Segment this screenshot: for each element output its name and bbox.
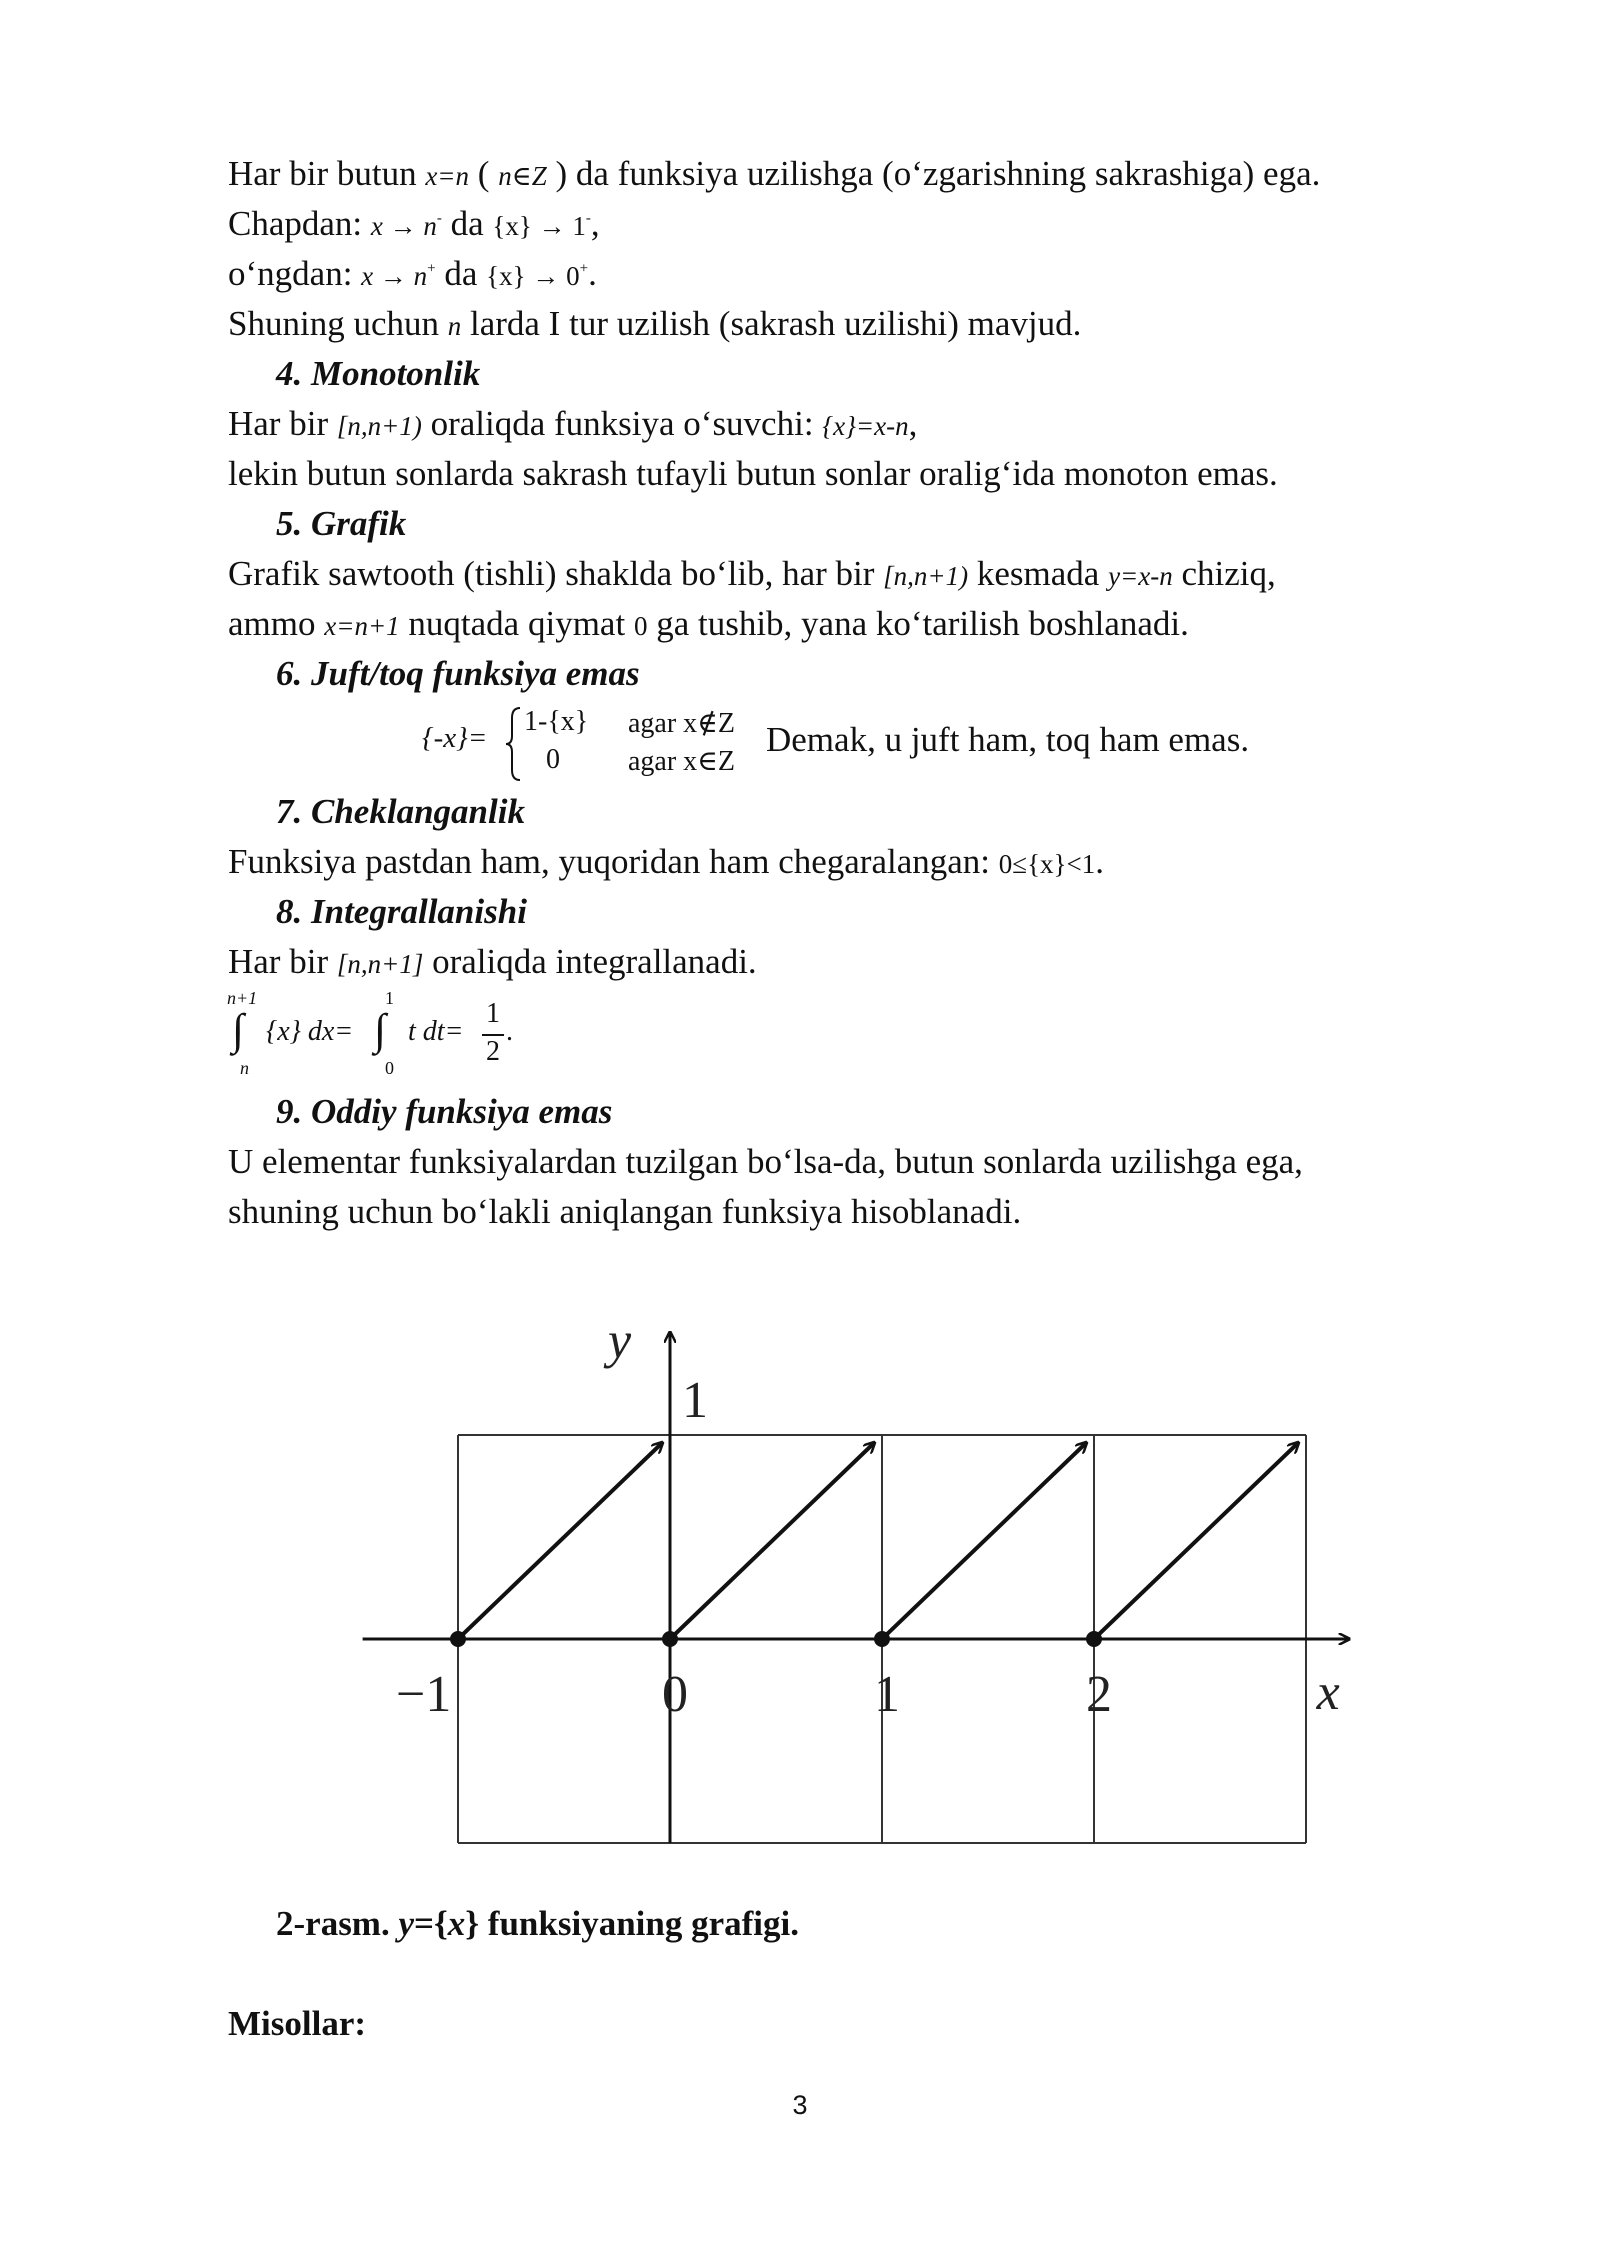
text: Har bir butun (228, 154, 426, 193)
text: . (1095, 842, 1104, 881)
text: nuqtada qiymat (399, 604, 634, 643)
y-tick-label: 1 (682, 1372, 708, 1429)
text: . (588, 254, 597, 293)
fraction-denominator: 2 (486, 1036, 500, 1067)
integral-body: {x} dx= (266, 1016, 354, 1047)
caption-text: 2-rasm. (276, 1904, 399, 1943)
section-heading-5: 5. Grafik (276, 504, 407, 543)
section-heading-6: 6. Juft/toq funksiya emas (276, 654, 640, 693)
sawtooth-segment (458, 1443, 662, 1639)
sawtooth-segment (1094, 1443, 1298, 1639)
figure-caption (276, 1902, 799, 1946)
caption-text: x (447, 1904, 466, 1943)
text: o‘ngdan: (228, 254, 362, 293)
x-axis-label: x (1316, 1664, 1340, 1721)
math: x → n (370, 211, 437, 241)
text-line-5 (228, 402, 917, 448)
text-line-9 (228, 840, 1104, 886)
text: Har bir (228, 404, 337, 443)
fraction-numerator: 1 (486, 998, 500, 1029)
case-conclusion: Demak, u juft ham, toq ham emas. (766, 720, 1250, 759)
text: , (908, 404, 918, 443)
text-line-6: lekin butun sonlarda sakrash tufayli butun sonlar oralig‘ida monoton emas. (228, 454, 1278, 493)
text: ammo (228, 604, 325, 643)
text: oraliqda funksiya o‘suvchi: (421, 404, 823, 443)
math: y=x-n (1108, 561, 1173, 591)
text: , (590, 204, 600, 243)
segment-start-point (450, 1631, 466, 1647)
case2-value: 0 (546, 744, 560, 775)
math: [n,n+1) (336, 411, 422, 441)
sawtooth-segment (670, 1443, 874, 1639)
x-tick-label: −1 (396, 1666, 452, 1723)
integral-lower-limit: n (240, 1058, 249, 1078)
text-line-10 (228, 940, 757, 986)
text: ( (469, 154, 499, 193)
page-number: 3 (792, 2090, 808, 2120)
math: x=n (425, 161, 470, 191)
text: Shuning uchun (228, 304, 448, 343)
math: 0≤{x}<1 (998, 849, 1096, 879)
section-heading-9: 9. Oddiy funksiya emas (276, 1092, 613, 1131)
text-line-11: U elementar funksiyalardan tuzilgan bo‘lsa-da, butun sonlarda uzilishga ega, (228, 1142, 1303, 1181)
integral-upper-limit: 1 (385, 988, 394, 1008)
math: {x} → 0 (486, 261, 580, 291)
integral-body: t dt= (408, 1016, 464, 1047)
integral-sign: ∫ (232, 1005, 245, 1054)
math: x → n (361, 261, 428, 291)
section-heading-4: 4. Monotonlik (276, 354, 481, 393)
text: Har bir (228, 942, 337, 981)
text: da (435, 254, 487, 293)
segment-start-point (1086, 1631, 1102, 1647)
text: Chapdan: (228, 204, 371, 243)
case1-value: 1-{x} (524, 706, 589, 737)
integral-upper-limit: n+1 (227, 988, 258, 1008)
math: x=n+1 (324, 611, 400, 641)
integral-lower-limit: 0 (385, 1058, 394, 1078)
caption-text: } funksiyaning grafigi. (465, 1904, 799, 1943)
case1-condition: agar x∉Z (628, 708, 736, 739)
text-line-1 (228, 152, 1320, 198)
text-line-2: Chapdan: x → n- da {x} → 1-, (228, 204, 600, 243)
y-axis-label: y (608, 1312, 632, 1370)
section-heading-8: 8. Integrallanishi (276, 892, 527, 931)
text: larda I tur uzilish (sakrash uzilishi) mavjud. (461, 304, 1082, 343)
text-line-4 (228, 302, 1081, 348)
text: ) da funksiya uzilishga (o‘zgarishning sakrashiga) ega. (546, 154, 1321, 193)
text-line-12: shuning uchun bo‘lakli aniqlangan funksiya hisoblanadi. (228, 1192, 1022, 1231)
math: n∈Z (498, 161, 547, 191)
piecewise-lhs: {-x}= (422, 722, 488, 754)
integral-sign: ∫ (374, 1005, 387, 1054)
case2-condition: agar x∈Z (628, 746, 736, 777)
function-graph (350, 1265, 1380, 1885)
math: [n,n+1) (883, 561, 969, 591)
caption-text: ={ (414, 1904, 448, 1943)
section-heading-7: 7. Cheklanganlik (276, 792, 525, 831)
text: Funksiya pastdan ham, yuqoridan ham chegaralangan: (228, 842, 999, 881)
math: {x} → 1 (492, 211, 586, 241)
text-line-8 (228, 602, 1189, 648)
math: n (447, 311, 462, 341)
text: ga tushib, yana ko‘tarilish boshlanadi. (647, 604, 1189, 643)
text: kesmada (968, 554, 1109, 593)
text-line-3: o‘ngdan: x → n+ da {x} → 0+. (228, 254, 597, 293)
sawtooth-segment (882, 1443, 1086, 1639)
segment-start-point (874, 1631, 890, 1647)
x-tick-label: 1 (874, 1666, 900, 1723)
x-tick-label: 0 (662, 1666, 688, 1723)
math: {x}=x-n (822, 411, 909, 441)
text: Grafik sawtooth (tishli) shaklda bo‘lib, har bir (228, 554, 884, 593)
math: 0 (633, 611, 648, 641)
text: chiziq, (1172, 554, 1276, 593)
text: da (441, 204, 493, 243)
text-line-7 (228, 552, 1276, 598)
segment-start-point (662, 1631, 678, 1647)
text: oraliqda integrallanadi. (423, 942, 757, 981)
x-tick-label: 2 (1086, 1666, 1112, 1723)
examples-heading: Misollar: (228, 2004, 367, 2043)
caption-text: y (398, 1904, 415, 1943)
math: [n,n+1] (336, 949, 424, 979)
left-brace (504, 706, 524, 782)
integral-end: . (506, 1016, 513, 1047)
